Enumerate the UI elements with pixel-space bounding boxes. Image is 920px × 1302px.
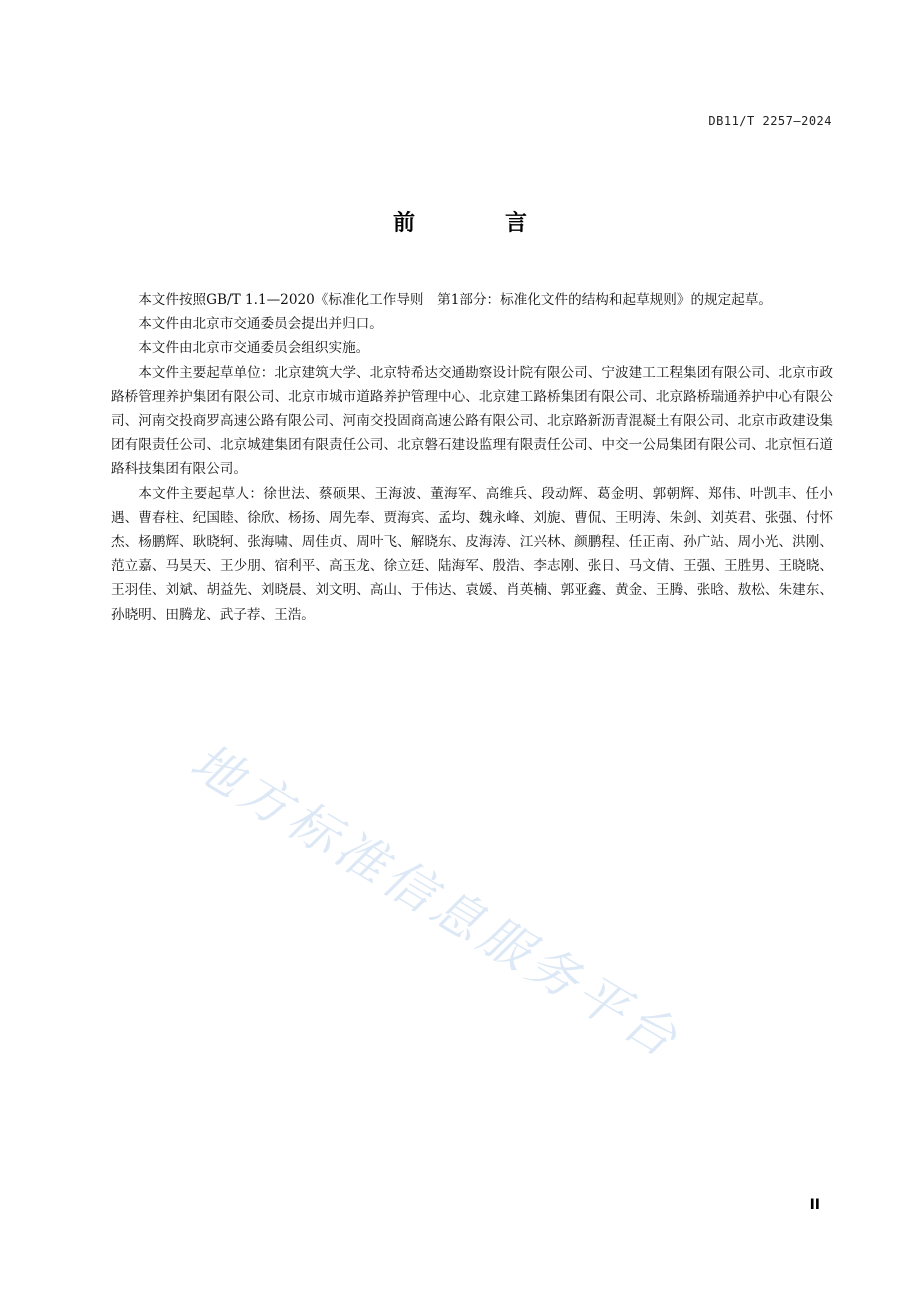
paragraph-drafters: 本文件主要起草人：徐世法、蔡硕果、王海波、董海军、高维兵、段动辉、葛金明、郭朝辉、郑伟、叶凯丰、任小遇、曹春柱、纪国睦、徐欣、杨扬、周先奉、贾海宾、孟均、魏永峰、刘旎、曹侃、王明涛、朱剑、刘英君、张强、付怀杰、杨鹏辉、耿晓轲、张海啸、周佳贞、周叶飞、解晓东、皮海涛、江兴林、颜鹏程、任正南、孙广站、周小光、洪刚、范立嘉、马昊天、王少朋、宿利平、高玉龙、徐立廷、陆海军、殷浩、李志刚、张日、马文倩、王强、王胜男、王晓晓、王羽佳、刘斌、胡益先、刘晓晨、刘文明、高山、于伟达、袁媛、肖英楠、郭亚鑫、黄金、王腾、张晗、敖松、朱建东、孙晓明、田腾龙、武子荐、王浩。 [111, 485, 833, 623]
page-number: II [809, 1197, 820, 1213]
paragraph-drafting-units: 本文件主要起草单位：北京建筑大学、北京特希达交通勘察设计院有限公司、宁波建工工程集团有限公司、北京市政路桥管理养护集团有限公司、北京市城市道路养护管理中心、北京建工路桥集团有限公司、北京路桥瑞通养护中心有限公司、河南交投商罗高速公路有限公司、河南交投固商高速公路有限公司、北京路新沥青混凝土有限公司、北京市政建设集团有限责任公司、北京城建集团有限责任公司、北京磐石建设监理有限责任公司、中交一公局集团有限公司、北京恒石道路科技集团有限公司。 [111, 364, 833, 478]
page-title: 前 言 [392, 211, 561, 236]
paragraph-implementer: 本文件由北京市交通委员会组织实施。 [138, 340, 370, 357]
foreword-body [111, 288, 833, 627]
standard-code: DB11/T 2257—2024 [708, 114, 832, 128]
paragraph-proposer: 本文件由北京市交通委员会提出并归口。 [138, 316, 383, 333]
paragraph-drafting-rules: 本文件按照GB/T 1.1—2020《标准化工作导则 第1部分：标准化文件的结构和起草规则》的规定起草。 [138, 292, 773, 308]
watermark-text: 地方标准信息服务平台 [180, 732, 691, 1071]
